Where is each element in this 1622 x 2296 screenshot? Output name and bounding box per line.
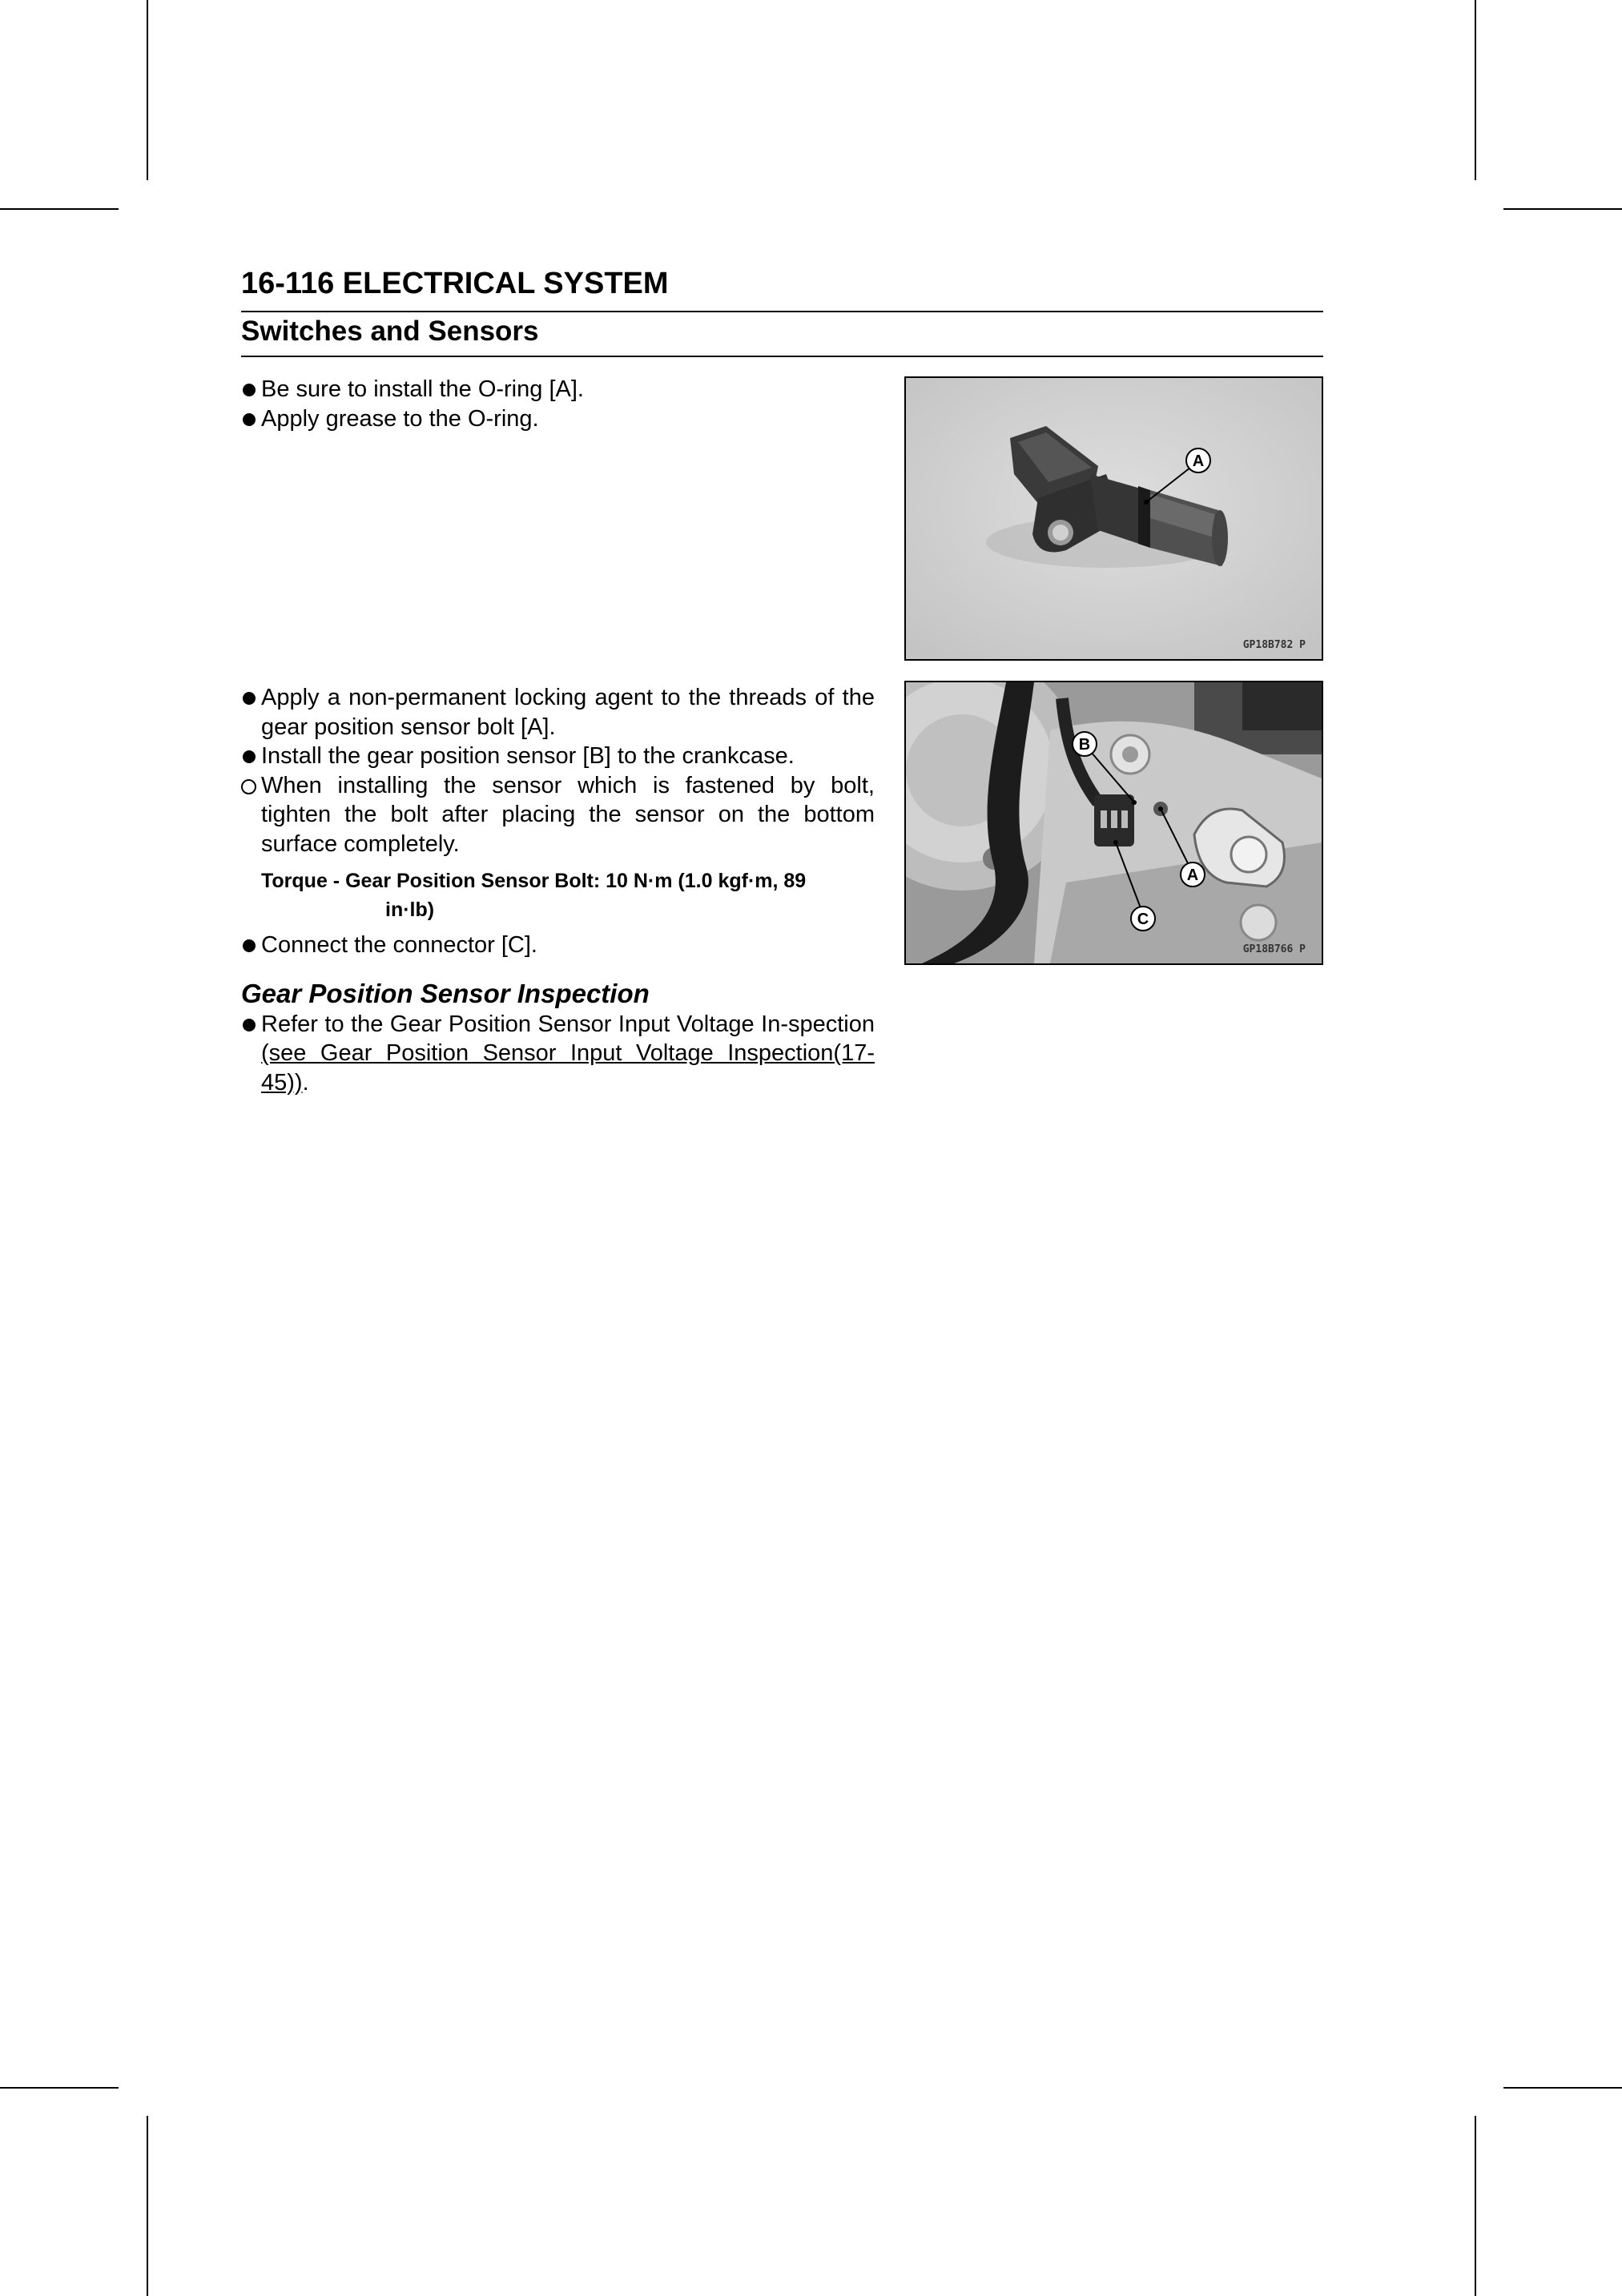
header-rule-bottom [241,356,1323,357]
inspection-text-suffix: . [302,1069,309,1096]
list-item-note [241,771,875,859]
inspection-text: Refer to the Gear Position Sensor Input Voltage In-spection [261,1011,875,1037]
instruction-block-1 [241,375,875,433]
list-item [241,742,875,771]
crop-mark-bottom-right-vertical [1475,2116,1476,2296]
inspection-heading: Gear Position Sensor Inspection [241,978,650,1008]
crop-mark-top-left-horizontal [0,208,119,210]
crop-mark-bottom-right-horizontal [1503,2087,1622,2089]
figure-code: GP18B766 P [1242,943,1306,955]
crop-mark-top-right-vertical [1475,0,1476,180]
bullet-icon [243,939,256,952]
figure-code: GP18B782 P [1242,639,1306,651]
figure-sensor-installed [904,681,1323,965]
hollow-bullet-icon [241,779,256,794]
list-item-text: Apply grease to the O-ring. [261,405,539,432]
bullet-icon [243,750,256,763]
bullet-icon [243,692,256,705]
list-item-text: Be sure to install the O-ring [A]. [261,376,584,402]
callout-b-label: B [1078,736,1091,754]
figure-sensor-oring [904,376,1323,661]
callout-c-label: C [1137,911,1149,928]
crop-mark-bottom-left-vertical [147,2116,148,2296]
sensor-photo [906,378,1322,659]
instruction-block-2 [241,683,875,1097]
crop-mark-top-right-horizontal [1503,208,1622,210]
list-item [241,404,875,434]
bullet-icon [243,413,256,426]
section-title: Switches and Sensors [241,316,539,347]
list-item-text: Install the gear position sensor [B] to the crankcase. [261,743,795,769]
torque-spec [261,867,875,924]
callout-a-label: A [1192,452,1205,470]
list-item [241,683,875,742]
bullet-icon [243,1019,256,1031]
list-item-text: When installing the sensor which is fastened by bolt, tighten the bolt after placing the sensor on the bottom surface completely. [261,772,875,857]
callout-a-label: A [1186,867,1199,884]
bullet-icon [243,384,256,396]
torque-line-2: in·lb) [385,899,435,921]
list-item [241,1010,875,1098]
list-item-text: Apply a non-permanent locking agent to the threads of the gear position sensor bolt [A]. [261,685,875,740]
list-item [241,931,875,960]
list-item-text: Connect the connector [C]. [261,932,537,958]
list-item [241,375,875,404]
crop-mark-top-left-vertical [147,0,148,180]
torque-line-1: Torque - Gear Position Sensor Bolt: 10 N·m (1.0 kgf·m, 89 [261,870,807,892]
crop-mark-bottom-left-horizontal [0,2087,119,2089]
cross-reference-link[interactable]: (see Gear Position Sensor Input Voltage Inspection(17-45)) [261,1040,875,1096]
crankcase-photo [906,682,1322,963]
header-rule-top [241,311,1323,312]
page-title: 16-116 ELECTRICAL SYSTEM [241,267,669,300]
